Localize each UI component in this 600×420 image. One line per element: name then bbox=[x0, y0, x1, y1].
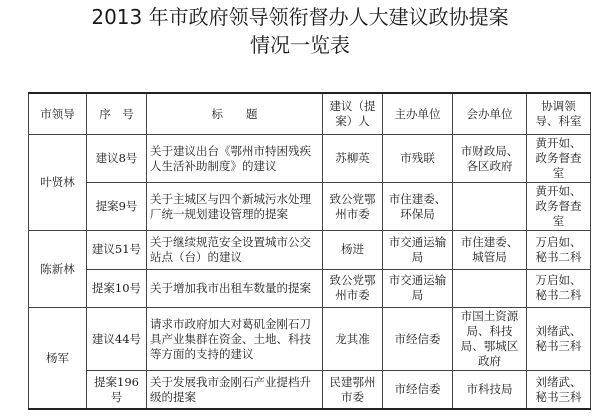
host-cell: 市残联 bbox=[383, 135, 453, 183]
header-co-host: 会办单位 bbox=[453, 93, 527, 135]
document-subtitle: 情况一览表 bbox=[250, 33, 350, 57]
header-subject: 标 题 bbox=[147, 93, 323, 135]
host-cell: 市交通运输局 bbox=[383, 269, 453, 308]
number-cell: 提案196号 bbox=[87, 371, 147, 410]
coordinator-cell: 刘绪武、秘书三科 bbox=[527, 308, 591, 371]
number-cell: 建议51号 bbox=[87, 231, 147, 270]
subject-cell: 请求市政府加大对葛矶金刚石刀具产业集群在资金、土地、科技等方面的支持的建议 bbox=[147, 308, 323, 371]
table-header-row bbox=[29, 93, 591, 135]
header-coordinator: 协调领导、科室 bbox=[527, 93, 591, 135]
table-row bbox=[29, 371, 591, 410]
leader-cell: 陈新林 bbox=[29, 231, 87, 308]
leader-cell: 叶贤林 bbox=[29, 135, 87, 231]
co-host-cell: 市科技局 bbox=[453, 371, 527, 410]
proposer-cell: 致公党鄂州市委 bbox=[323, 269, 383, 308]
subject-cell: 关于增加我市出租车数量的提案 bbox=[147, 269, 323, 308]
header-leader: 市领导 bbox=[29, 93, 87, 135]
number-cell: 提案9号 bbox=[87, 183, 147, 231]
co-host-cell: 市住建委、城管局 bbox=[453, 231, 527, 270]
coordinator-cell: 黄开如、政务督查室 bbox=[527, 183, 591, 231]
number-cell: 建议8号 bbox=[87, 135, 147, 183]
document-title: 2013 年市政府领导领衔督办人大建议政协提案 bbox=[91, 5, 509, 29]
proposer-cell: 民建鄂州市委 bbox=[323, 371, 383, 410]
subject-cell: 关于继续规范安全设置城市公交站点（台）的建议 bbox=[147, 231, 323, 270]
proposer-cell: 致公党鄂州市委 bbox=[323, 183, 383, 231]
co-host-cell: 市财政局、各区政府 bbox=[453, 135, 527, 183]
number-cell: 建议44号 bbox=[87, 308, 147, 371]
host-cell: 市交通运输局 bbox=[383, 231, 453, 270]
co-host-cell bbox=[453, 269, 527, 308]
table-row bbox=[29, 308, 591, 371]
subject-cell: 关于建议出台《鄂州市特困残疾人生活补助制度》的建议 bbox=[147, 135, 323, 183]
table-row bbox=[29, 183, 591, 231]
header-proposer: 建议（提案）人 bbox=[323, 93, 383, 135]
table-row bbox=[29, 269, 591, 308]
co-host-cell: 市国土资源局、科技局、鄂城区政府 bbox=[453, 308, 527, 371]
co-host-cell bbox=[453, 183, 527, 231]
subject-cell: 关于主城区与四个新城污水处理厂统一规划建设管理的提案 bbox=[147, 183, 323, 231]
header-number: 序 号 bbox=[87, 93, 147, 135]
proposer-cell: 苏柳英 bbox=[323, 135, 383, 183]
supervision-table bbox=[28, 92, 591, 410]
table-row bbox=[29, 135, 591, 183]
host-cell: 市经信委 bbox=[383, 371, 453, 410]
coordinator-cell: 万启如、秘书二科 bbox=[527, 231, 591, 270]
coordinator-cell: 刘绪武、秘书三科 bbox=[527, 371, 591, 410]
proposer-cell: 龙其准 bbox=[323, 308, 383, 371]
header-host: 主办单位 bbox=[383, 93, 453, 135]
coordinator-cell: 万启如、秘书二科 bbox=[527, 269, 591, 308]
leader-cell: 杨军 bbox=[29, 308, 87, 410]
table-row bbox=[29, 231, 591, 270]
coordinator-cell: 黄开如、政务督查室 bbox=[527, 135, 591, 183]
subject-cell: 关于发展我市金刚石产业提档升级的提案 bbox=[147, 371, 323, 410]
number-cell: 提案10号 bbox=[87, 269, 147, 308]
host-cell: 市住建委、环保局 bbox=[383, 183, 453, 231]
proposer-cell: 杨进 bbox=[323, 231, 383, 270]
host-cell: 市经信委 bbox=[383, 308, 453, 371]
